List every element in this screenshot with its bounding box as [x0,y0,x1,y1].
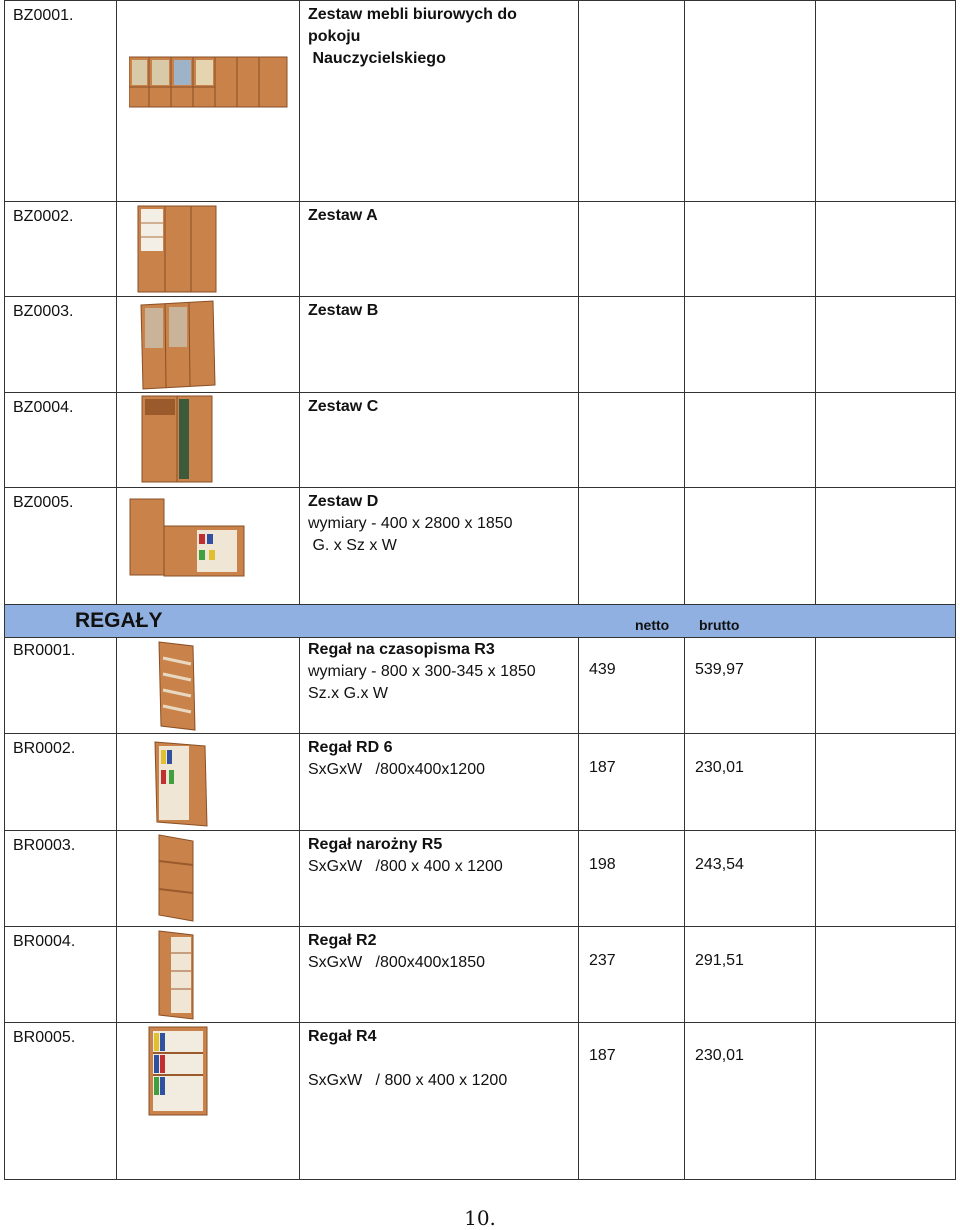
product-code: BR0004. [5,927,117,1023]
product-image-cell [117,488,300,605]
product-image-cell [117,831,300,927]
product-image-cell [117,927,300,1023]
brutto-price: 230,01 [695,1047,744,1064]
product-image [129,498,245,578]
netto-price: 198 [589,856,616,873]
name-line: SxGxW /800 x 400 x 1200 [308,858,503,875]
name-line: pokoju [308,28,361,45]
name-line: Regał narożny R5 [308,836,443,853]
table-row [5,488,956,605]
product-name [300,734,579,831]
catalog-table [4,0,956,1180]
product-image-cell [117,1,300,202]
product-name [300,393,579,488]
name-line: SxGxW /800x400x1200 [308,761,485,778]
name-line: SxGxW /800x400x1850 [308,954,485,971]
name-line: Zestaw mebli biurowych do [308,6,517,23]
product-name [300,831,579,927]
product-image [151,738,211,828]
name-line: Regał na czasopisma R3 [308,641,495,658]
name-line: Nauczycielskiego [308,50,446,67]
product-name [300,1023,579,1180]
table-row [5,831,956,927]
netto-price: 187 [589,1047,616,1064]
product-name [300,927,579,1023]
table-row [5,297,956,393]
page-number: 10. [464,1206,496,1230]
product-image [129,53,289,109]
name-line: wymiary - 400 x 2800 x 1850 [308,515,513,532]
name-line: Zestaw A [308,207,378,224]
table-row [5,734,956,831]
product-code: BR0003. [5,831,117,927]
product-code: BZ0004. [5,393,117,488]
name-line: G. x Sz x W [308,537,397,554]
brutto-price: 243,54 [695,856,744,873]
name-line: Zestaw D [308,493,379,510]
product-image [155,929,199,1021]
product-name [300,488,579,605]
product-name [300,638,579,734]
product-code: BZ0003. [5,297,117,393]
product-image-cell [117,393,300,488]
netto-header: netto [635,617,670,633]
product-name [300,202,579,297]
name-line: Regał RD 6 [308,739,393,756]
name-line: SxGxW / 800 x 400 x 1200 [308,1072,508,1089]
name-line: Regał R4 [308,1028,377,1045]
netto-price: 439 [589,661,616,678]
table-row [5,202,956,297]
name-line: wymiary - 800 x 300-345 x 1850 [308,663,536,680]
name-line [308,1048,578,1070]
product-image [139,299,219,391]
product-image-cell [117,202,300,297]
brutto-price: 230,01 [695,759,744,776]
product-name [300,297,579,393]
brutto-header: brutto [699,617,740,633]
name-line: Sz.x G.x W [308,685,388,702]
product-image-cell [117,734,300,831]
product-code: BZ0005. [5,488,117,605]
name-line: Zestaw C [308,398,379,415]
product-code: BR0002. [5,734,117,831]
table-row [5,393,956,488]
product-name [300,1,579,202]
product-image [137,205,219,295]
product-code: BR0005. [5,1023,117,1180]
product-image [141,395,215,485]
table-row [5,1023,956,1180]
name-line: Zestaw B [308,302,379,319]
product-image [147,1025,209,1117]
product-code: BR0001. [5,638,117,734]
section-header [5,605,956,638]
product-code: BZ0001. [5,1,117,202]
table-row [5,927,956,1023]
brutto-price: 291,51 [695,952,744,969]
product-image-cell [117,638,300,734]
brutto-price: 539,97 [695,661,744,678]
product-code: BZ0002. [5,202,117,297]
product-image-cell [117,297,300,393]
name-line: Regał R2 [308,932,377,949]
product-image [155,833,199,925]
table-row [5,638,956,734]
product-image [155,640,199,732]
netto-price: 237 [589,952,616,969]
table-row [5,1,956,202]
netto-price: 187 [589,759,616,776]
product-image-cell [117,1023,300,1180]
section-title: REGAŁY [75,609,163,632]
